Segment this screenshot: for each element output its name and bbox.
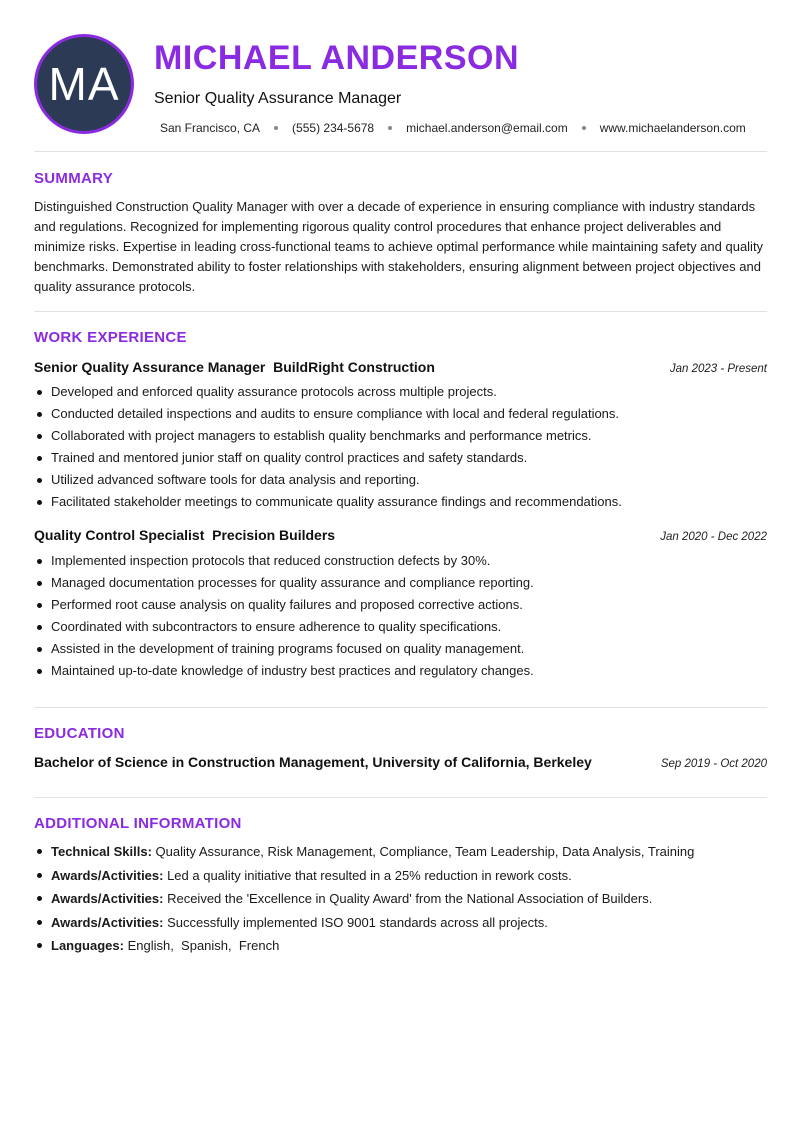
item-label: Awards/Activities: [51,914,164,930]
additional-info-list [34,840,767,958]
contact-phone: (555) 234-5678 [292,121,375,135]
education-entry [34,753,767,773]
list-item: Trained and mentored junior staff on quality control practices and safety standards. [34,447,767,469]
candidate-name: MICHAEL ANDERSON [154,39,520,77]
avatar [34,34,134,134]
item-text: English, Spanish, French [123,938,280,953]
item-label: Awards/Activities: [51,867,164,883]
contact-location: San Francisco, CA [160,121,261,135]
list-item: Assisted in the development of training programs focused on quality management. [34,638,767,660]
item-label: Technical Skills: [51,844,152,859]
divider [34,151,767,152]
list-item [34,840,767,864]
list-item: Coordinated with subcontractors to ensure adherence to quality specifications. [34,616,767,638]
candidate-role: Senior Quality Assurance Manager [154,90,402,107]
list-item: Collaborated with project managers to establish quality benchmarks and performance metrics. [34,425,767,447]
job-bullets [34,381,767,513]
contact-line [160,120,746,136]
list-item: Developed and enforced quality assurance protocols across multiple projects. [34,381,767,403]
list-item: Conducted detailed inspections and audits to ensure compliance with local and federal regulations. [34,403,767,425]
item-label: Languages: [51,938,124,953]
item-text: Led a quality initiative that resulted in a 25% reduction in rework costs. [163,867,572,883]
item-label: Awards/Activities: [51,891,164,906]
list-item: Utilized advanced software tools for data analysis and reporting. [34,469,767,491]
list-item: Maintained up-to-date knowledge of industry best practices and regulatory changes. [34,660,767,682]
list-item [34,887,767,911]
education-heading: EDUCATION [34,725,125,742]
job-date: Jan 2023 - Present [669,363,767,375]
contact-email[interactable]: michael.anderson@email.com [406,121,568,135]
list-item: Managed documentation processes for quality assurance and compliance reporting. [34,572,767,594]
list-item [34,911,767,935]
work-experience-heading: WORK EXPERIENCE [34,329,187,346]
list-item [34,864,767,888]
degree-title: Bachelor of Science in Construction Management, University of California, Berkeley [34,754,592,770]
job-bullets [34,550,767,682]
job-header [34,526,767,546]
item-text: Quality Assurance, Risk Management, Compliance, Team Leadership, Data Analysis, Training [151,844,695,859]
divider [34,311,767,312]
summary-heading: SUMMARY [34,170,114,187]
job-date: Jan 2020 - Dec 2022 [660,531,767,543]
item-text: Received the 'Excellence in Quality Award' from the National Association of Builders. [163,891,653,906]
list-item: Facilitated stakeholder meetings to communicate quality assurance findings and recommendations. [34,491,767,513]
list-item: Implemented inspection protocols that reduced construction defects by 30%. [34,550,767,572]
job-title: Quality Control Specialist Precision Builders [34,527,336,543]
job-header [34,358,767,378]
separator-dot-icon [274,126,278,130]
summary-text: Distinguished Construction Quality Manager with over a decade of experience in ensuring compliance with industry standards and regulations. Recognized for implementing rigorous quality control procedures that enhance project deliverables and minimize risks. Expertise in leading cross-functional teams to achieve optimal performance while maintaining safety and quality benchmarks. Demonstrated ability to foster relationships with stakeholders, ensuring alignment between project objectives and quality assurance protocols. [34,199,764,294]
contact-website[interactable]: www.michaelanderson.com [599,121,746,135]
divider [34,707,767,708]
separator-dot-icon [582,126,586,130]
item-text: Successfully implemented ISO 9001 standards across all projects. [163,914,548,930]
additional-info-heading: ADDITIONAL INFORMATION [34,815,242,832]
education-date: Sep 2019 - Oct 2020 [660,758,767,770]
separator-dot-icon [388,126,392,130]
avatar-initials: MA [48,58,120,110]
list-item: Performed root cause analysis on quality failures and proposed corrective actions. [34,594,767,616]
divider [34,797,767,798]
list-item [34,934,767,958]
job-title: Senior Quality Assurance Manager BuildRight Construction [34,359,435,375]
